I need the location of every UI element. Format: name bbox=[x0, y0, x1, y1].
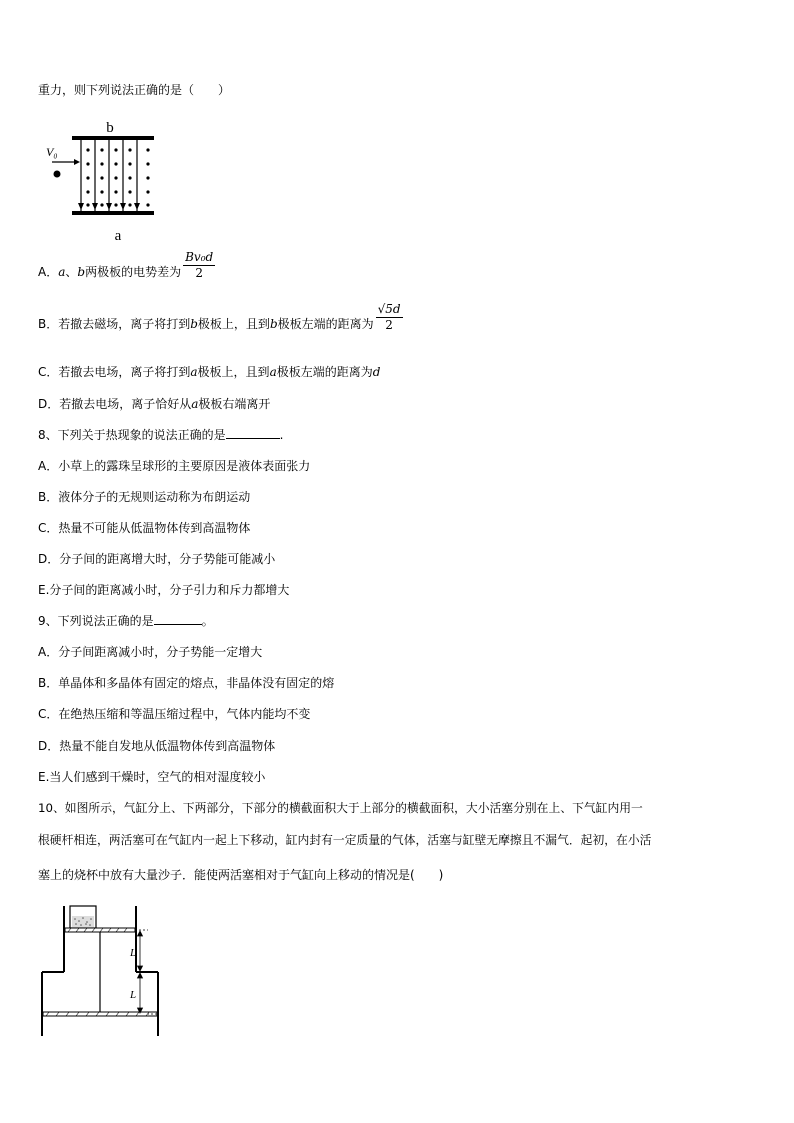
q7-option-c: C．若撤去电场，离子将打到a极板上，且到a极板左端的距离为d bbox=[38, 365, 381, 379]
q9-answer-blank bbox=[154, 614, 202, 625]
q8-option-e: E.分子间的距离减小时，分子引力和斥力都增大 bbox=[38, 583, 290, 597]
q8-option-c: C．热量不可能从低温物体传到高温物体 bbox=[38, 521, 251, 535]
q10-stem-line-3: 塞上的烧杯中放有大量沙子．能使两活塞相对于气缸向上移动的情况是( ) bbox=[38, 868, 444, 882]
plate-a-label: a bbox=[114, 228, 122, 244]
q7-b-fraction: $\frac{√5d}{2}$ bbox=[377, 302, 401, 332]
parallel-plates-figure bbox=[40, 112, 170, 244]
q7-option-b: B．若撤去磁场，离子将打到b极板上，且到b极板左端的距离为 $\frac{√5d}{2}$ bbox=[38, 302, 401, 332]
magnetic-field-dots bbox=[86, 148, 149, 206]
ion-particle bbox=[54, 171, 61, 178]
q8-option-a: A．小草上的露珠呈球形的主要原因是液体表面张力 bbox=[38, 459, 311, 473]
q8-option-b: B．液体分子的无规则运动称为布朗运动 bbox=[38, 490, 251, 504]
q7-option-d: D．若撤去电场，离子恰好从a极板右端离开 bbox=[38, 397, 271, 411]
q8-stem: 8、下列关于热现象的说法正确的是 . bbox=[38, 428, 284, 442]
q9-option-e: E.当人们感到干燥时，空气的相对湿度较小 bbox=[38, 770, 266, 784]
velocity-arrow-icon bbox=[52, 159, 80, 165]
q10-stem-line-2: 根硬杆相连，两活塞可在气缸内一起上下移动，缸内封有一定质量的气体，活塞与缸壁无摩擦且不漏气．起初，在小活 bbox=[38, 833, 652, 847]
q8-option-d: D．分子间的距离增大时，分子势能可能减小 bbox=[38, 552, 276, 566]
q9-option-c: C．在绝热压缩和等温压缩过程中，气体内能均不变 bbox=[38, 707, 311, 721]
v0-label: V₀ bbox=[46, 145, 58, 159]
q9-option-b: B．单晶体和多晶体有固定的熔点，非晶体没有固定的熔 bbox=[38, 676, 335, 690]
q9-option-a: A．分子间距离减小时，分子势能一定增大 bbox=[38, 645, 263, 659]
q10-stem-line-1: 10、如图所示，气缸分上、下两部分，下部分的横截面积大于上部分的横截面积，大小活塞分别在上、下气缸内用一 bbox=[38, 801, 643, 815]
q9-option-d: D．热量不能自发地从低温物体传到高温物体 bbox=[38, 739, 276, 753]
plate-b bbox=[72, 136, 154, 140]
q7-a-fraction: $\frac{\text{Bv₀d}}{2}$ bbox=[185, 250, 214, 280]
plate-b-label: b bbox=[106, 120, 114, 136]
dimension-label-L-lower: L bbox=[129, 989, 137, 1001]
cylinder-piston-figure bbox=[36, 902, 166, 1042]
q8-answer-blank bbox=[226, 428, 280, 439]
dimension-label-L-upper: L bbox=[129, 947, 137, 959]
q7-option-a: A．a、b两极板的电势差为 $\frac{\text{Bv₀d}}{2}$ bbox=[38, 250, 214, 280]
question-intro-line: 重力，则下列说法正确的是（ ） bbox=[38, 83, 231, 97]
q9-stem: 9、下列说法正确的是 。 bbox=[38, 614, 214, 628]
beaker-with-sand-icon bbox=[70, 906, 96, 928]
plate-a bbox=[72, 211, 154, 215]
